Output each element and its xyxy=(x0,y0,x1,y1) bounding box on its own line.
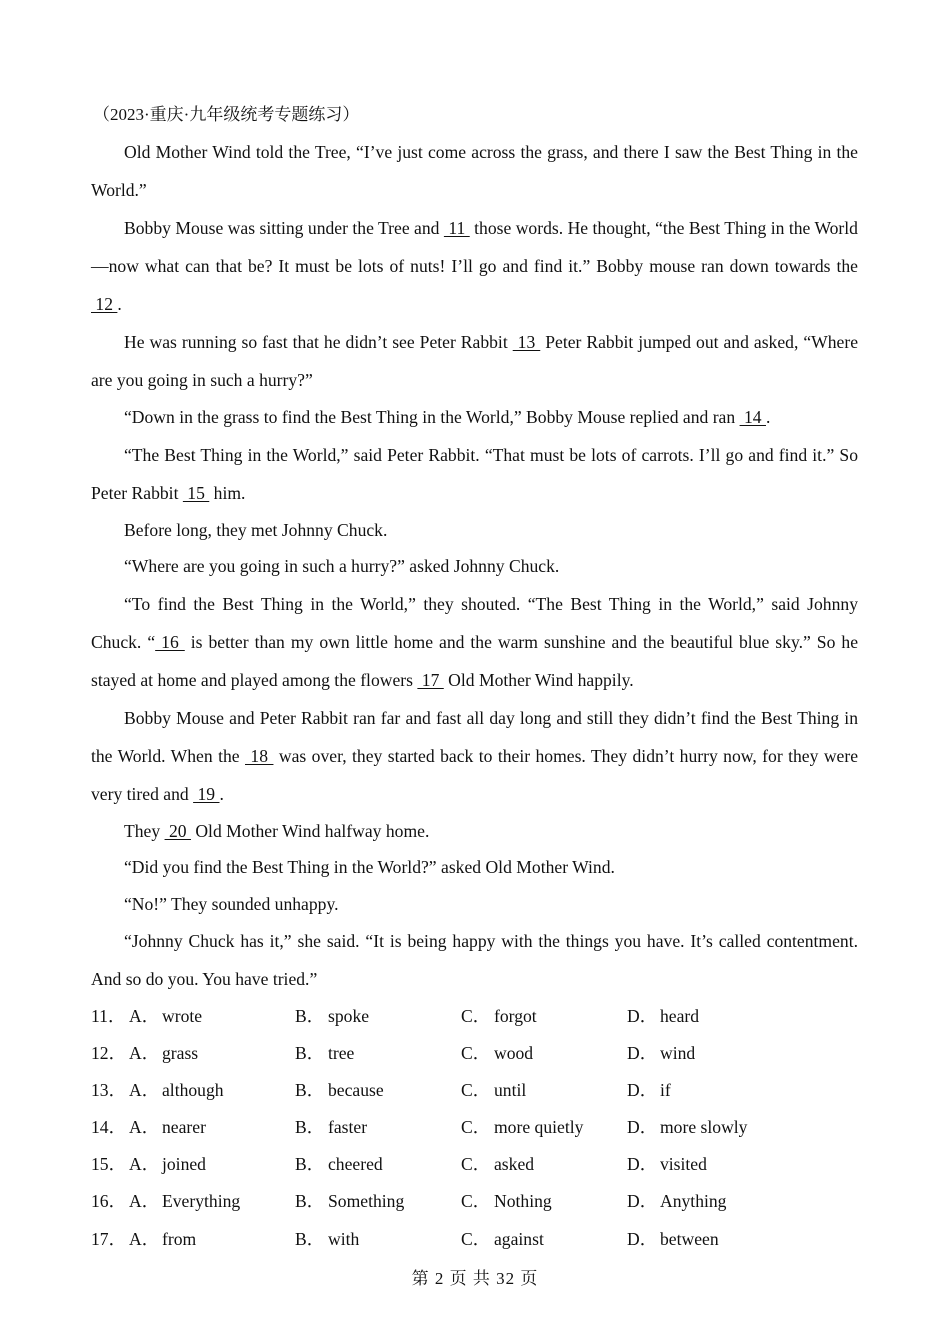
answer-option[interactable] xyxy=(627,1072,671,1109)
option-text: if xyxy=(660,1080,671,1101)
answer-blank: 11 xyxy=(443,218,470,238)
answer-blank: 15 xyxy=(182,482,210,503)
question-row xyxy=(91,998,858,1035)
option-letter: D． xyxy=(627,1154,658,1175)
answer-blank: 20 xyxy=(164,820,191,841)
answer-blank: 18 xyxy=(245,745,274,766)
option-letter: C． xyxy=(461,1006,491,1026)
option-letter: C． xyxy=(461,1228,491,1249)
option-text: cheered xyxy=(328,1154,383,1175)
question-row xyxy=(91,1183,858,1220)
passage-text: “Where are you going in such a hurry?” asked Johnny Chuck. xyxy=(124,556,560,576)
question-list xyxy=(91,998,858,1258)
option-letter: A． xyxy=(129,1080,160,1101)
passage-paragraph xyxy=(91,133,858,209)
option-text: nearer xyxy=(162,1117,206,1138)
question-number: 17． xyxy=(91,1228,127,1249)
option-text: visited xyxy=(660,1154,707,1175)
passage-paragraph xyxy=(91,323,858,399)
option-text: more quietly xyxy=(494,1117,584,1138)
answer-option[interactable] xyxy=(295,1035,461,1072)
answer-option[interactable] xyxy=(627,1221,719,1258)
option-text: Anything xyxy=(660,1191,727,1212)
passage-text: is better than my own little home and the warm sunshine and the beautiful blue sky.” So he stayed at home and played among the flowers xyxy=(91,631,859,690)
option-text: heard xyxy=(660,1006,700,1026)
answer-option[interactable] xyxy=(461,1035,627,1072)
answer-blank: 12 xyxy=(91,294,118,314)
document-page xyxy=(91,96,858,1258)
answer-option[interactable] xyxy=(129,1109,295,1146)
option-text: wind xyxy=(660,1043,696,1064)
question-number: 13． xyxy=(91,1080,127,1101)
option-letter: A． xyxy=(129,1043,160,1064)
question-number: 15． xyxy=(91,1154,127,1175)
answer-option[interactable] xyxy=(627,998,699,1035)
passage-text: “Johnny Chuck has it,” she said. “It is being happy with the things you have. It’s called contentment. And so do you. You have tried.” xyxy=(91,931,858,989)
passage-text: Old Mother Wind happily. xyxy=(443,669,634,690)
question-number: 11． xyxy=(91,1006,126,1026)
answer-option[interactable] xyxy=(461,1146,627,1183)
passage-text: Old Mother Wind halfway home. xyxy=(190,820,430,841)
option-text: more slowly xyxy=(660,1117,748,1138)
answer-option[interactable] xyxy=(129,1183,295,1220)
option-letter: C． xyxy=(461,1117,491,1138)
option-letter: A． xyxy=(129,1191,160,1212)
passage-paragraph xyxy=(91,849,858,886)
option-letter: B． xyxy=(295,1228,325,1249)
passage-paragraph xyxy=(91,922,858,998)
answer-blank: 14 xyxy=(739,407,766,427)
answer-option[interactable] xyxy=(129,998,295,1035)
option-letter: B． xyxy=(295,1080,325,1101)
answer-option[interactable] xyxy=(129,1072,295,1109)
option-text: Something xyxy=(328,1191,405,1212)
answer-option[interactable] xyxy=(461,1221,627,1258)
option-letter: D． xyxy=(627,1006,658,1026)
page-footer: 第 2 页 共 32 页 xyxy=(411,1269,539,1288)
passage xyxy=(91,133,858,998)
option-text: faster xyxy=(328,1117,368,1138)
passage-text: was over, they started back to their homes. They didn’t hurry now, for they were very tired and xyxy=(91,745,858,804)
source-label: （2023·重庆·九年级统考专题练习） xyxy=(93,105,360,124)
passage-paragraph xyxy=(91,436,858,512)
answer-option[interactable] xyxy=(295,998,461,1035)
question-row xyxy=(91,1035,858,1072)
option-text: forgot xyxy=(494,1006,537,1026)
option-text: although xyxy=(162,1080,224,1101)
passage-text: “Did you find the Best Thing in the World?” asked Old Mother Wind. xyxy=(124,857,615,877)
passage-text: . xyxy=(765,407,771,427)
option-letter: D． xyxy=(627,1117,658,1138)
passage-text: “To find the Best Thing in the World,” they shouted. “The Best Thing in the World,” said Johnny Chuck. “ xyxy=(91,593,858,652)
passage-text: “No!” They sounded unhappy. xyxy=(124,893,339,914)
passage-paragraph xyxy=(91,209,858,323)
passage-text: Bobby Mouse and Peter Rabbit ran far and fast all day long and still they didn’t find the Best Thing in the World. When the xyxy=(91,707,858,766)
option-letter: C． xyxy=(461,1080,491,1101)
option-letter: B． xyxy=(295,1006,325,1026)
passage-text: “The Best Thing in the World,” said Peter Rabbit. “That must be lots of carrots. I’ll go and find it.” So Peter Rabbit xyxy=(91,444,858,503)
passage-paragraph xyxy=(91,886,858,923)
option-letter: A． xyxy=(129,1117,160,1138)
option-letter: C． xyxy=(461,1191,491,1212)
option-letter: C． xyxy=(461,1154,491,1175)
answer-option[interactable] xyxy=(461,1109,627,1146)
passage-paragraph xyxy=(91,585,858,699)
option-letter: B． xyxy=(295,1117,325,1138)
option-text: tree xyxy=(328,1043,355,1064)
answer-blank: 19 xyxy=(193,783,220,804)
option-text: between xyxy=(660,1228,719,1249)
option-text: because xyxy=(328,1080,384,1101)
answer-option[interactable] xyxy=(129,1035,295,1072)
option-text: Nothing xyxy=(494,1191,552,1212)
option-letter: A． xyxy=(129,1228,160,1249)
question-number: 12． xyxy=(91,1043,127,1064)
answer-option[interactable] xyxy=(461,1072,627,1109)
passage-text: Before long, they met Johnny Chuck. xyxy=(124,519,388,540)
option-letter: B． xyxy=(295,1154,325,1175)
option-text: until xyxy=(494,1080,527,1101)
passage-paragraph xyxy=(91,699,858,813)
question-row xyxy=(91,1072,858,1109)
answer-option[interactable] xyxy=(295,1072,461,1109)
passage-paragraph xyxy=(91,399,858,436)
answer-option[interactable] xyxy=(627,1035,695,1072)
passage-paragraph xyxy=(91,813,858,850)
option-text: with xyxy=(328,1228,360,1249)
option-text: wrote xyxy=(162,1006,203,1026)
option-letter: B． xyxy=(295,1191,325,1212)
question-row xyxy=(91,1109,858,1146)
passage-text: Old Mother Wind told the Tree, “I’ve just come across the grass, and there I saw the Best Thing in the World.” xyxy=(91,142,858,200)
passage-text: “Down in the grass to find the Best Thing in the World,” Bobby Mouse replied and ran xyxy=(124,407,740,427)
option-letter: D． xyxy=(627,1191,658,1212)
question-row xyxy=(91,1146,858,1183)
option-letter: C． xyxy=(461,1043,491,1064)
option-text: Everything xyxy=(162,1191,241,1212)
answer-option[interactable] xyxy=(627,1183,726,1220)
option-letter: D． xyxy=(627,1080,658,1101)
option-text: against xyxy=(494,1228,544,1249)
question-row xyxy=(91,1221,858,1258)
passage-text: him. xyxy=(209,482,246,503)
passage-text: those words. He thought, “the Best Thing in the World—now what can that be? It must be lots of nuts! I’ll go and find it.” Bobby mouse ran down towards the xyxy=(91,218,858,276)
option-text: grass xyxy=(162,1043,199,1064)
answer-option[interactable] xyxy=(461,1183,627,1220)
option-letter: A． xyxy=(129,1006,160,1026)
answer-option[interactable] xyxy=(295,1109,461,1146)
option-text: joined xyxy=(162,1154,206,1175)
passage-text: Bobby Mouse was sitting under the Tree and xyxy=(124,218,444,238)
option-letter: A． xyxy=(129,1154,160,1175)
question-number: 16． xyxy=(91,1191,127,1212)
option-text: from xyxy=(162,1228,197,1249)
answer-option[interactable] xyxy=(295,1221,461,1258)
option-letter: D． xyxy=(627,1043,658,1064)
passage-text: . xyxy=(219,783,224,804)
answer-option[interactable] xyxy=(129,1146,295,1183)
passage-text: He was running so fast that he didn’t see Peter Rabbit xyxy=(124,332,513,352)
passage-paragraph xyxy=(91,548,858,585)
option-letter: B． xyxy=(295,1043,325,1064)
answer-option[interactable] xyxy=(295,1146,461,1183)
question-number: 14． xyxy=(91,1117,127,1138)
passage-text: Peter Rabbit jumped out and asked, “Where are you going in such a hurry?” xyxy=(91,332,859,390)
option-text: asked xyxy=(494,1154,535,1175)
answer-blank: 13 xyxy=(512,332,541,352)
answer-blank: 17 xyxy=(417,669,444,690)
answer-option[interactable] xyxy=(129,1221,295,1258)
answer-option[interactable] xyxy=(627,1146,707,1183)
option-letter: D． xyxy=(627,1228,658,1249)
answer-blank: 16 xyxy=(155,631,185,652)
passage-text: They xyxy=(124,820,165,841)
option-text: wood xyxy=(494,1043,534,1064)
option-text: spoke xyxy=(328,1006,370,1026)
answer-option[interactable] xyxy=(295,1183,461,1220)
passage-text: . xyxy=(117,294,122,314)
answer-option[interactable] xyxy=(461,998,627,1035)
passage-paragraph xyxy=(91,512,858,549)
answer-option[interactable] xyxy=(627,1109,747,1146)
